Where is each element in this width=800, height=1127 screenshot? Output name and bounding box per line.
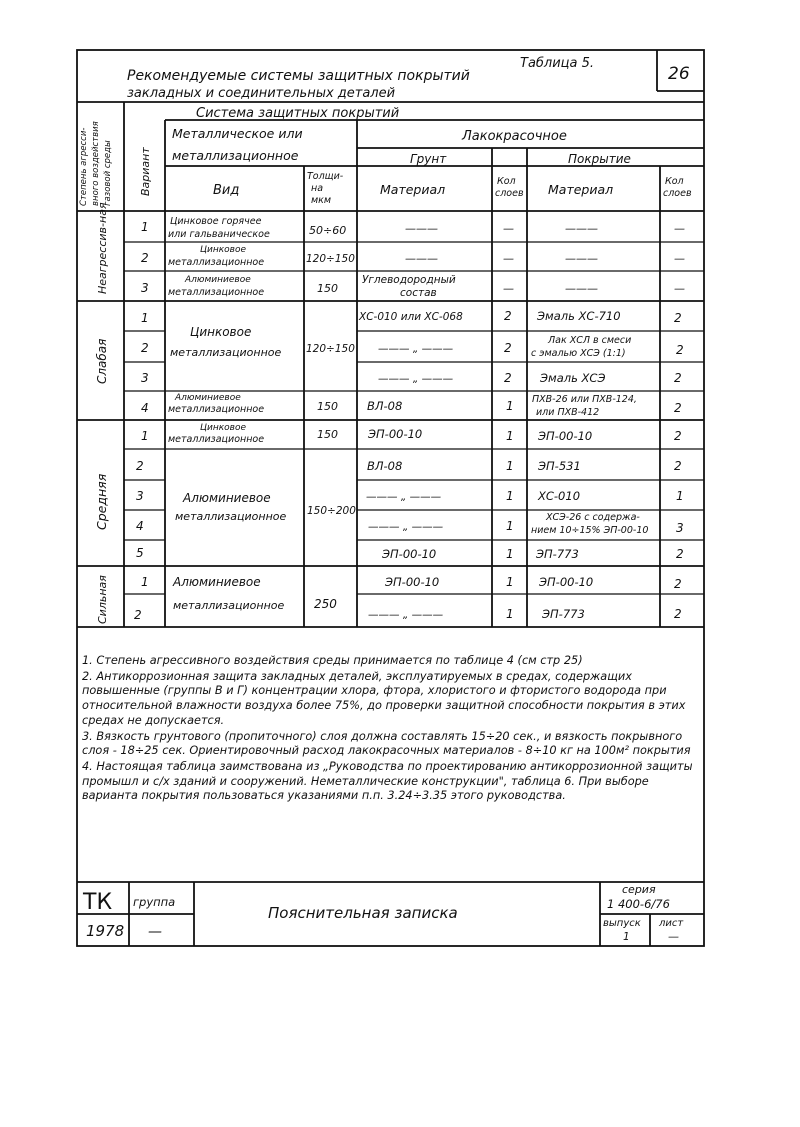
thickness-cell: 150 <box>317 282 338 295</box>
variant-cell: 3 <box>141 371 149 385</box>
primer-material-cell: ЭП-00-10 <box>382 547 437 561</box>
table-row <box>141 274 685 299</box>
coating-material-cell: ЭП-531 <box>538 459 581 473</box>
header-primer-layers-2: слоев <box>495 188 524 199</box>
table-row <box>141 245 685 268</box>
coating-material-cell: ——— <box>565 282 598 295</box>
table-row <box>141 371 682 385</box>
note-1: 1. Степень агрессивного воздействия среды принимается по таблице 4 (см стр 25) <box>82 654 583 667</box>
header-coating-layers-2: слоев <box>663 188 692 199</box>
coating-material-cell: ——— <box>565 222 598 235</box>
kind-cell: металлизационное <box>168 257 265 268</box>
primer-layers-cell: — <box>503 252 514 265</box>
variant-cell: 4 <box>141 401 149 415</box>
table-row <box>141 393 682 418</box>
coating-layers-cell: 2 <box>674 459 682 473</box>
table-row <box>141 309 682 325</box>
table-row <box>136 459 682 473</box>
merged-kind-cell: Алюминиевое <box>183 491 271 505</box>
coating-material-cell: ХС-010 <box>538 489 581 503</box>
coating-material-cell: ЭП-00-10 <box>539 575 594 589</box>
merged-thickness-cell: 120÷150 <box>306 343 355 355</box>
variant-cell: 4 <box>136 519 144 533</box>
coating-layers-cell: 2 <box>674 577 682 591</box>
table-title-line-1: Рекомендуемые системы защитных покрытий <box>127 68 470 84</box>
merged-kind-cell: Цинковое <box>190 325 252 339</box>
primer-material-cell: ——— <box>405 222 438 235</box>
coating-material-cell: ЭП-773 <box>536 547 579 561</box>
header-aggr-line-3: газовой среды <box>103 140 113 206</box>
variant-cell: 3 <box>136 489 144 503</box>
header-coating-layers-1: Кол <box>665 176 684 187</box>
primer-layers-cell: — <box>503 282 514 295</box>
variant-cell: 1 <box>141 220 149 234</box>
header-metal: Металлическое или <box>172 126 303 141</box>
merged-thickness-cell: 250 <box>314 597 337 611</box>
coating-layers-cell: 2 <box>674 401 682 415</box>
thickness-cell: 120÷150 <box>306 253 355 265</box>
notes-block <box>82 654 704 805</box>
merged-kind-cell: металлизационное <box>170 346 282 359</box>
primer-layers-cell: 1 <box>506 459 514 473</box>
kind-cell: Цинковое <box>200 423 247 433</box>
coating-material-cell: ПХВ-26 или ПХВ-124, <box>532 394 637 405</box>
primer-material-cell: ——— „ ——— <box>378 373 454 385</box>
stamp-year: 1978 <box>86 922 125 940</box>
kind-cell: Цинковое <box>200 245 247 255</box>
primer-layers-cell: 2 <box>504 371 512 385</box>
kind-cell: или гальваническое <box>168 229 270 240</box>
stamp-title: Пояснительная записка <box>268 904 458 922</box>
primer-material-cell: ——— „ ——— <box>368 521 444 533</box>
merged-kind-cell: металлизационное <box>173 599 285 612</box>
coating-layers-cell: 2 <box>674 371 682 385</box>
coating-layers-cell: 2 <box>674 429 682 443</box>
merged-kind-cell: металлизационное <box>175 510 287 523</box>
stamp-dash: — <box>148 924 162 940</box>
primer-material-cell: ЭП-00-10 <box>368 427 423 441</box>
primer-material-cell: ——— „ ——— <box>366 491 442 503</box>
coating-material-cell: ЭП-773 <box>542 607 585 621</box>
variant-cell: 3 <box>141 281 149 295</box>
header-primer: Грунт <box>410 152 447 166</box>
primer-layers-cell: 1 <box>506 429 514 443</box>
primer-layers-cell: 1 <box>506 575 514 589</box>
group-label-nonaggressive: Неагрессив-ная <box>96 202 109 294</box>
coating-layers-cell: 2 <box>674 607 682 621</box>
primer-material-cell: ——— „ ——— <box>378 343 454 355</box>
primer-material-cell: ——— „ ——— <box>368 609 444 621</box>
thickness-cell: 150 <box>317 400 338 413</box>
group-label-strong: Сильная <box>96 575 109 624</box>
coating-material-cell: Эмаль ХС-710 <box>537 309 621 323</box>
primer-material-cell: ——— <box>405 252 438 265</box>
merged-thickness-cell: 150÷200 <box>307 505 356 517</box>
variant-cell: 1 <box>141 575 149 589</box>
primer-layers-cell: 1 <box>506 489 514 503</box>
header-system: Система защитных покрытий <box>196 106 400 121</box>
merged-kind-cell: Алюминиевое <box>173 575 261 589</box>
primer-material-cell: Углеводородный <box>362 274 456 286</box>
header-thickness-2: на <box>311 183 324 194</box>
coating-material-cell: Лак ХСЛ в смеси <box>548 335 632 346</box>
header-kind: Вид <box>213 183 240 198</box>
primer-material-cell: ВЛ-08 <box>367 399 403 413</box>
stamp-group-label: группа <box>133 895 176 909</box>
thickness-cell: 50÷60 <box>309 224 347 237</box>
header-primer-material: Материал <box>380 182 446 197</box>
table-row <box>141 216 685 240</box>
primer-layers-cell: 1 <box>506 519 514 533</box>
coating-material-cell: нием 10÷15% ЭП-00-10 <box>531 525 649 536</box>
primer-layers-cell: 2 <box>504 341 512 355</box>
stamp-series-label: серия <box>622 883 656 896</box>
stamp-series-value: 1 400-6/76 <box>607 897 670 911</box>
stamp-issue-value: 1 <box>623 931 630 943</box>
coating-material-cell: ЭП-00-10 <box>538 429 593 443</box>
coating-material-cell: ——— <box>565 252 598 265</box>
kind-cell: Алюминиевое <box>175 393 241 403</box>
coating-material-cell: ХСЭ-26 с содержа- <box>546 512 640 523</box>
thickness-cell: 150 <box>317 428 338 441</box>
coating-layers-cell: — <box>674 282 685 295</box>
note-3: 3. Вязкость грунтового (пропиточного) слоя должна составлять 15÷20 сек., и вязкость покрывного слоя - 18÷25 сек. Ориентировочный расход лакокрасочных материалов - 8÷10 кг на 100м² покрытия <box>82 729 691 758</box>
header-coating-material: Материал <box>548 182 614 197</box>
coating-layers-cell: 1 <box>676 489 684 503</box>
variant-cell: 2 <box>141 251 149 265</box>
page-number: 26 <box>668 64 690 84</box>
stamp-sheet-label: лист <box>659 918 684 929</box>
coating-layers-cell: 2 <box>674 311 682 325</box>
note-4: 4. Настоящая таблица заимствована из „Руководства по проектированию антикоррозионной защиты промышл и с/х зданий и сооружений. Неметаллические конструкции", таблица 6. При выборе варианта покрытия пользоваться указаниями п.п. 3.24÷3.35 этого руководства. <box>82 759 693 803</box>
variant-cell: 2 <box>134 608 142 622</box>
table-row <box>136 546 684 561</box>
coating-material-cell: Эмаль ХСЭ <box>540 371 606 385</box>
coating-layers-cell: 2 <box>676 343 684 357</box>
primer-material-cell: ЭП-00-10 <box>385 575 440 589</box>
header-paint: Лакокрасочное <box>462 129 567 144</box>
table-title-line-2: закладных и соединительных деталей <box>127 86 396 101</box>
header-metal-2: металлизационное <box>172 148 299 163</box>
table-row <box>141 423 682 445</box>
kind-cell: металлизационное <box>168 287 265 298</box>
stamp-tk: ТК <box>83 890 113 915</box>
header-variant: Вариант <box>139 147 152 196</box>
primer-layers-cell: 1 <box>506 547 514 561</box>
primer-material-cell: состав <box>400 287 437 299</box>
coating-material-cell: или ПХВ-412 <box>536 407 600 418</box>
stamp-sheet-value: — <box>668 930 679 943</box>
coating-layers-cell: — <box>674 222 685 235</box>
primer-material-cell: ВЛ-08 <box>367 459 403 473</box>
kind-cell: Алюминиевое <box>185 275 251 285</box>
note-2: 2. Антикоррозионная защита закладных деталей, эксплуатируемых в средах, содержащих повышенные (группы В и Г) концентрации хлора, фтора, хлористого и фтористого водорода при относительной влажности воздуха более 75%, до проверки защитной способности покрытия в этих средах не допускается. <box>82 669 686 727</box>
coating-layers-cell: 3 <box>676 521 684 535</box>
header-thickness-3: мкм <box>311 195 332 206</box>
kind-cell: Цинковое горячее <box>170 216 262 227</box>
variant-cell: 2 <box>141 341 149 355</box>
group-label-medium: Средняя <box>94 473 109 530</box>
group-label-weak: Слабая <box>95 338 109 384</box>
header-primer-layers-1: Кол <box>497 176 516 187</box>
table-label: Таблица 5. <box>520 56 595 71</box>
variant-cell: 5 <box>136 546 144 560</box>
variant-cell: 1 <box>141 311 149 325</box>
coating-layers-cell: 2 <box>676 547 684 561</box>
primer-layers-cell: — <box>503 222 514 235</box>
header-aggr-line-1: Степень агресси- <box>79 127 89 206</box>
primer-material-cell: ХС-010 или ХС-068 <box>359 311 463 323</box>
variant-cell: 2 <box>136 459 144 473</box>
header-coating: Покрытие <box>568 152 631 166</box>
kind-cell: металлизационное <box>168 434 265 445</box>
coating-layers-cell: — <box>674 252 685 265</box>
primer-layers-cell: 1 <box>506 399 514 413</box>
header-thickness-1: Толщи- <box>307 171 344 182</box>
primer-layers-cell: 1 <box>506 607 514 621</box>
coating-material-cell: с эмалью ХСЭ (1:1) <box>531 348 626 359</box>
primer-layers-cell: 2 <box>504 309 512 323</box>
header-aggr-line-2: вного воздействия <box>91 121 101 206</box>
kind-cell: металлизационное <box>168 404 265 415</box>
stamp-issue-label: выпуск <box>603 918 641 929</box>
variant-cell: 1 <box>141 429 149 443</box>
